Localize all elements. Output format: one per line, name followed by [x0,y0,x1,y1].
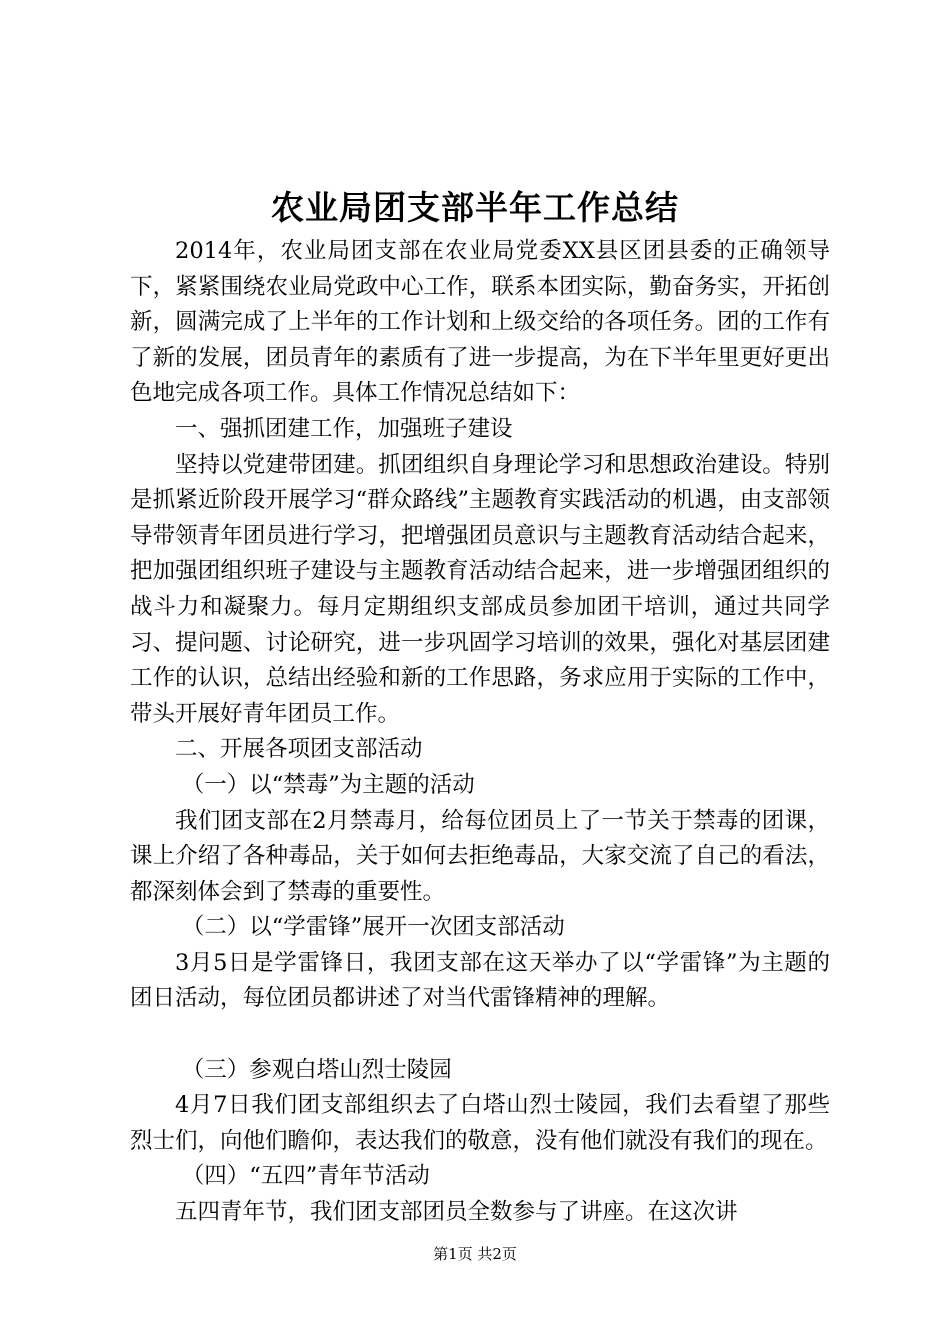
subsection-3-paragraph: 4月7日我们团支部组织去了白塔山烈士陵园，我们去看望了那些烈士们，向他们瞻仰，表达我们的敬意，没有他们就没有我们的现在。 [130,1092,830,1154]
subsection-1-paragraph: 我们团支部在2月禁毒月，给每位团员上了一节关于禁毒的团课，课上介绍了各种毒品，关于如何去拒绝毒品，大家交流了自己的看法，都深刻体会到了禁毒的重要性。 [130,807,830,905]
subsection-heading-4: （四）“五四”青年节活动 [181,1163,430,1190]
subsection-heading-2: （二）以“学雷锋”展开一次团支部活动 [181,914,565,941]
subsection-heading-3: （三）参观白塔山烈士陵园 [181,1056,452,1083]
section-heading-2: 二、开展各项团支部活动 [175,736,423,763]
document-body [130,234,830,1231]
section-heading-1: 一、强抓团建工作，加强班子建设 [175,415,513,442]
subsection-2-paragraph: 3月5日是学雷锋日，我团支部在这天举办了以“学雷锋”为主题的团日活动，每位团员都讲述了对当代雷锋精神的理解。 [130,949,830,1012]
subsection-heading-1: （一）以“禁毒”为主题的活动 [181,771,475,798]
subsection-4-paragraph: 五四青年节，我们团支部团员全数参与了讲座。在这次讲 [175,1199,738,1226]
paragraph-gap [130,1017,830,1053]
section-1-paragraph: 坚持以党建带团建。抓团组织自身理论学习和思想政治建设。特别是抓紧近阶段开展学习“群众路线”主题教育实践活动的机遇，由支部领导带领青年团员进行学习，把增强团员意识与主题教育活动结合起来，把加强团组织班子建设与主题教育活动结合起来，进一步增强团组织的战斗力和凝聚力。每月定期组织支部成员参加团干培训，通过共同学习、提问题、讨论研究，进一步巩固学习培训的效果，强化对基层团建工作的认识，总结出经验和新的工作思路，务求应用于实际的工作中，带头开展好青年团员工作。 [130,451,830,727]
intro-paragraph: 2014年，农业局团支部在农业局党委XX县区团县委的正确领导下，紧紧围绕农业局党政中心工作，联系本团实际，勤奋务实，开拓创新，圆满完成了上半年的工作计划和上级交给的各项任务。团的工作有了新的发展，团员青年的素质有了进一步提高，为在下半年里更好更出色地完成各项工作。具体工作情况总结如下： [130,238,830,407]
document-title: 农业局团支部半年工作总结 [271,188,679,227]
page-number-footer: 第1页 共2页 [433,1245,517,1263]
